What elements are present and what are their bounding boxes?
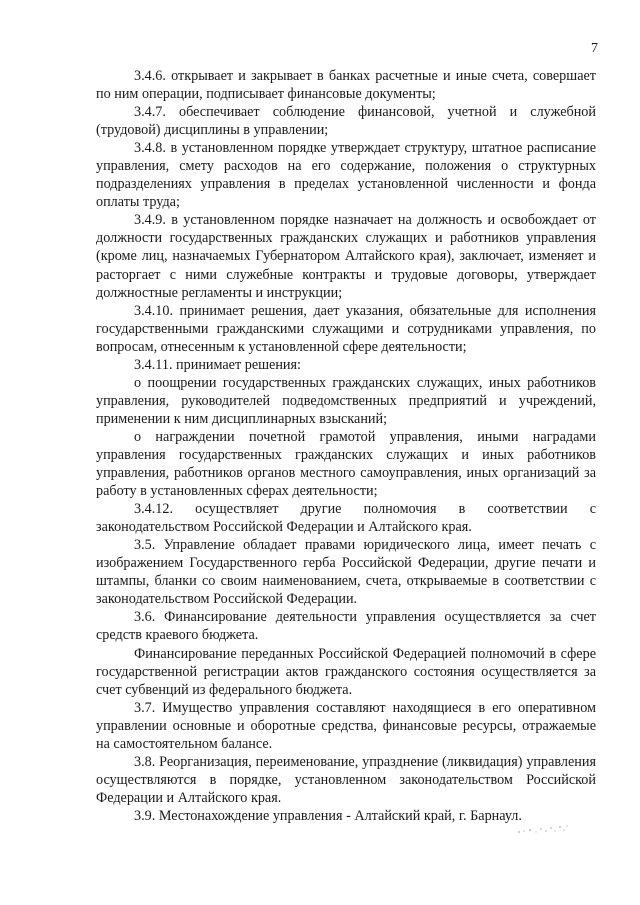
- paragraph-3-7: 3.7. Имущество управления составляют находящиеся в его оперативном управлении основные и оборотные средства, финансовые ресурсы, отражаемые на самостоятельном балансе.: [96, 699, 596, 752]
- paragraph-3-4-10: 3.4.10. принимает решения, дает указания, обязательные для исполнения государственными гражданскими служащими и сотрудниками управления, по вопросам, отнесенным к установленной сфере деятельности;: [96, 302, 596, 355]
- paragraph-3-4-7: 3.4.7. обеспечивает соблюдение финансовой, учетной и служебной (трудовой) дисциплины в управлении;: [96, 104, 596, 139]
- paragraph-incentives: о поощрении государственных гражданских служащих, иных работников управления, руководителей подведомственных предприятий и учреждений, применении к ним дисциплинарных взысканий;: [96, 374, 596, 427]
- paragraph-federal-funding: Финансирование переданных Российской Федерацией полномочий в сфере государственной регистрации актов гражданского состояния осуществляется за счет субвенций из федерального бюджета.: [96, 645, 596, 698]
- paragraph-3-4-12: 3.4.12. осуществляет другие полномочия в соответствии с законодательством Российской Федерации и Алтайского края.: [96, 501, 596, 536]
- page-number: 7: [591, 41, 598, 56]
- paragraph-awards: о награждении почетной грамотой управления, иными наградами управления государственных гражданских служащих и иных работников управления, работников органов местного самоуправления, иных организаций за работу в установленных сферах деятельности;: [96, 428, 596, 500]
- paragraph-3-8: 3.8. Реорганизация, переименование, упразднение (ликвидация) управления осуществляются в порядке, установленном законодательством Российской Федерации и Алтайского края.: [96, 753, 596, 806]
- paragraph-3-4-9: 3.4.9. в установленном порядке назначает на должность и освобождает от должности государственных гражданских служащих и работников управления (кроме лиц, назначаемых Губернатором Алтайского края), заключает, изменяет и расторгает с ними служебные контракты и трудовые договоры, утверждает должностные регламенты и инструкции;: [96, 212, 596, 301]
- scan-noise: [515, 823, 570, 837]
- paragraph-3-4-11: 3.4.11. принимает решения:: [134, 356, 301, 373]
- paragraph-3-4-8: 3.4.8. в установленном порядке утверждает структуру, штатное расписание управления, смету расходов на его содержание, положения о структурных подразделениях управления в пределах установленной численности и фонда оплаты труда;: [96, 140, 596, 211]
- document-body: [96, 67, 596, 825]
- paragraph-3-4-6: 3.4.6. открывает и закрывает в банках расчетные и иные счета, совершает по ним операции, подписывает финансовые документы;: [96, 68, 596, 103]
- paragraph-3-5: 3.5. Управление обладает правами юридического лица, имеет печать с изображением Государственного герба Российской Федерации, другие печати и штампы, бланки со своим наименованием, счета, открываемые в соответствии с законодательством Российской Федерации.: [96, 537, 596, 608]
- paragraph-3-9: 3.9. Местонахождение управления - Алтайский край, г. Барнаул.: [134, 807, 522, 824]
- paragraph-3-6: 3.6. Финансирование деятельности управления осуществляется за счет средств краевого бюджета.: [96, 609, 596, 644]
